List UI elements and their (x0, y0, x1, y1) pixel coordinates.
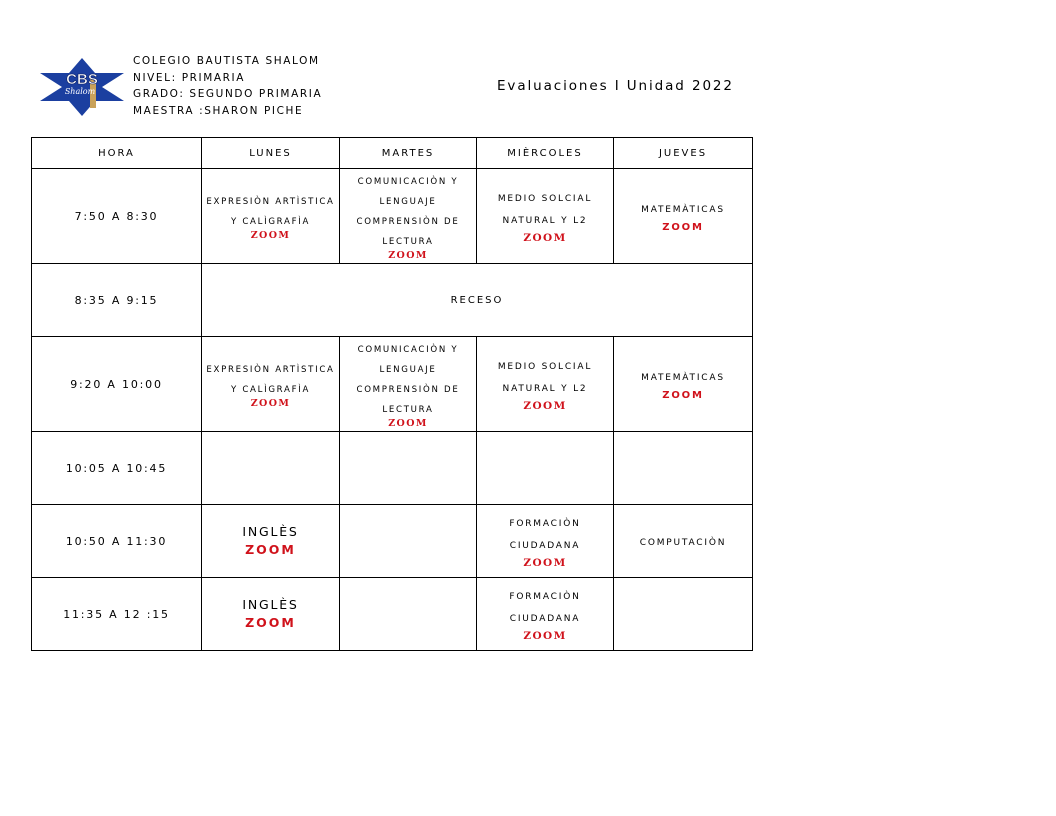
zoom-label: ZOOM (388, 250, 428, 261)
lunes-cell (202, 169, 340, 264)
miercoles-cell (477, 169, 614, 264)
subject-text: MATEMÀTICAS (641, 204, 725, 215)
header-jueves: JUEVES (614, 138, 753, 169)
zoom-label: ZOOM (388, 418, 428, 429)
miercoles-cell (477, 505, 614, 578)
header-lunes: LUNES (202, 138, 340, 169)
lunes-cell (202, 505, 340, 578)
time-cell: 9:20 A 10:00 (32, 337, 202, 432)
page-title: Evaluaciones I Unidad 2022 (497, 78, 734, 94)
subject-text: INGLÈS (242, 524, 299, 539)
recess-cell: RECESO (202, 264, 753, 337)
zoom-label: ZOOM (523, 399, 567, 412)
table-header-row (32, 138, 753, 169)
subject-text: COMUNICACIÒN Y LENGUAJE COMPRENSIÒN DE LECTURA (356, 345, 460, 415)
jueves-cell (614, 169, 753, 264)
time-cell: 10:05 A 10:45 (32, 432, 202, 505)
schedule-table (31, 137, 753, 651)
subject-text: COMPUTACIÒN (639, 538, 727, 548)
subject-text: EXPRESIÒN ARTÌSTICA Y CALÌGRAFÌA (206, 197, 335, 227)
level: NIVEL: PRIMARIA (133, 71, 246, 84)
grade: GRADO: SEGUNDO PRIMARIA (133, 88, 323, 101)
martes-cell (340, 432, 477, 505)
martes-cell (340, 505, 477, 578)
subject-text: EXPRESIÒN ARTÌSTICA Y CALÌGRAFÌA (206, 365, 335, 395)
svg-text:Shalom: Shalom (64, 87, 96, 96)
subject-text: MEDIO SOLCIAL NATURAL Y L2 (497, 193, 593, 226)
martes-cell (340, 169, 477, 264)
jueves-cell (614, 505, 753, 578)
school-name: COLEGIO BAUTISTA SHALOM (133, 55, 320, 67)
table-row (32, 169, 753, 264)
subject-text: MEDIO SOLCIAL NATURAL Y L2 (497, 361, 593, 394)
table-row (32, 264, 753, 337)
miercoles-cell (477, 578, 614, 651)
table-row (32, 578, 753, 651)
subject-text: COMUNICACIÒN Y LENGUAJE COMPRENSIÒN DE LECTURA (356, 177, 460, 247)
table-row (32, 337, 753, 432)
table-row (32, 505, 753, 578)
martes-cell (340, 337, 477, 432)
teacher: MAESTRA :SHARON PICHE (133, 105, 304, 118)
martes-cell (340, 578, 477, 651)
school-logo (40, 58, 124, 116)
zoom-label: ZOOM (523, 556, 567, 569)
header-hora: HORA (32, 138, 202, 169)
subject-text: INGLÈS (242, 597, 299, 612)
header-miercoles: MIÈRCOLES (477, 138, 614, 169)
jueves-cell (614, 337, 753, 432)
school-info (133, 53, 322, 120)
lunes-cell (202, 578, 340, 651)
zoom-label: ZOOM (523, 231, 567, 244)
time-cell: 8:35 A 9:15 (32, 264, 202, 337)
subject-text: MATEMÀTICAS (641, 372, 725, 383)
time-cell: 7:50 A 8:30 (32, 169, 202, 264)
subject-text: FORMACIÒN CIUDADANA (509, 591, 581, 624)
miercoles-cell (477, 337, 614, 432)
table-row (32, 432, 753, 505)
lunes-cell (202, 337, 340, 432)
subject-text: FORMACIÒN CIUDADANA (509, 518, 581, 551)
jueves-cell (614, 578, 753, 651)
svg-text:CBS: CBS (66, 71, 98, 88)
time-cell: 10:50 A 11:30 (32, 505, 202, 578)
time-cell: 11:35 A 12 :15 (32, 578, 202, 651)
zoom-label: ZOOM (662, 221, 704, 233)
zoom-label: ZOOM (245, 542, 296, 557)
header-martes: MARTES (340, 138, 477, 169)
jueves-cell (614, 432, 753, 505)
zoom-label: ZOOM (523, 629, 567, 642)
zoom-label: ZOOM (250, 230, 291, 241)
zoom-label: ZOOM (245, 615, 296, 630)
miercoles-cell (477, 432, 614, 505)
zoom-label: ZOOM (250, 398, 291, 409)
lunes-cell (202, 432, 340, 505)
zoom-label: ZOOM (662, 389, 704, 401)
